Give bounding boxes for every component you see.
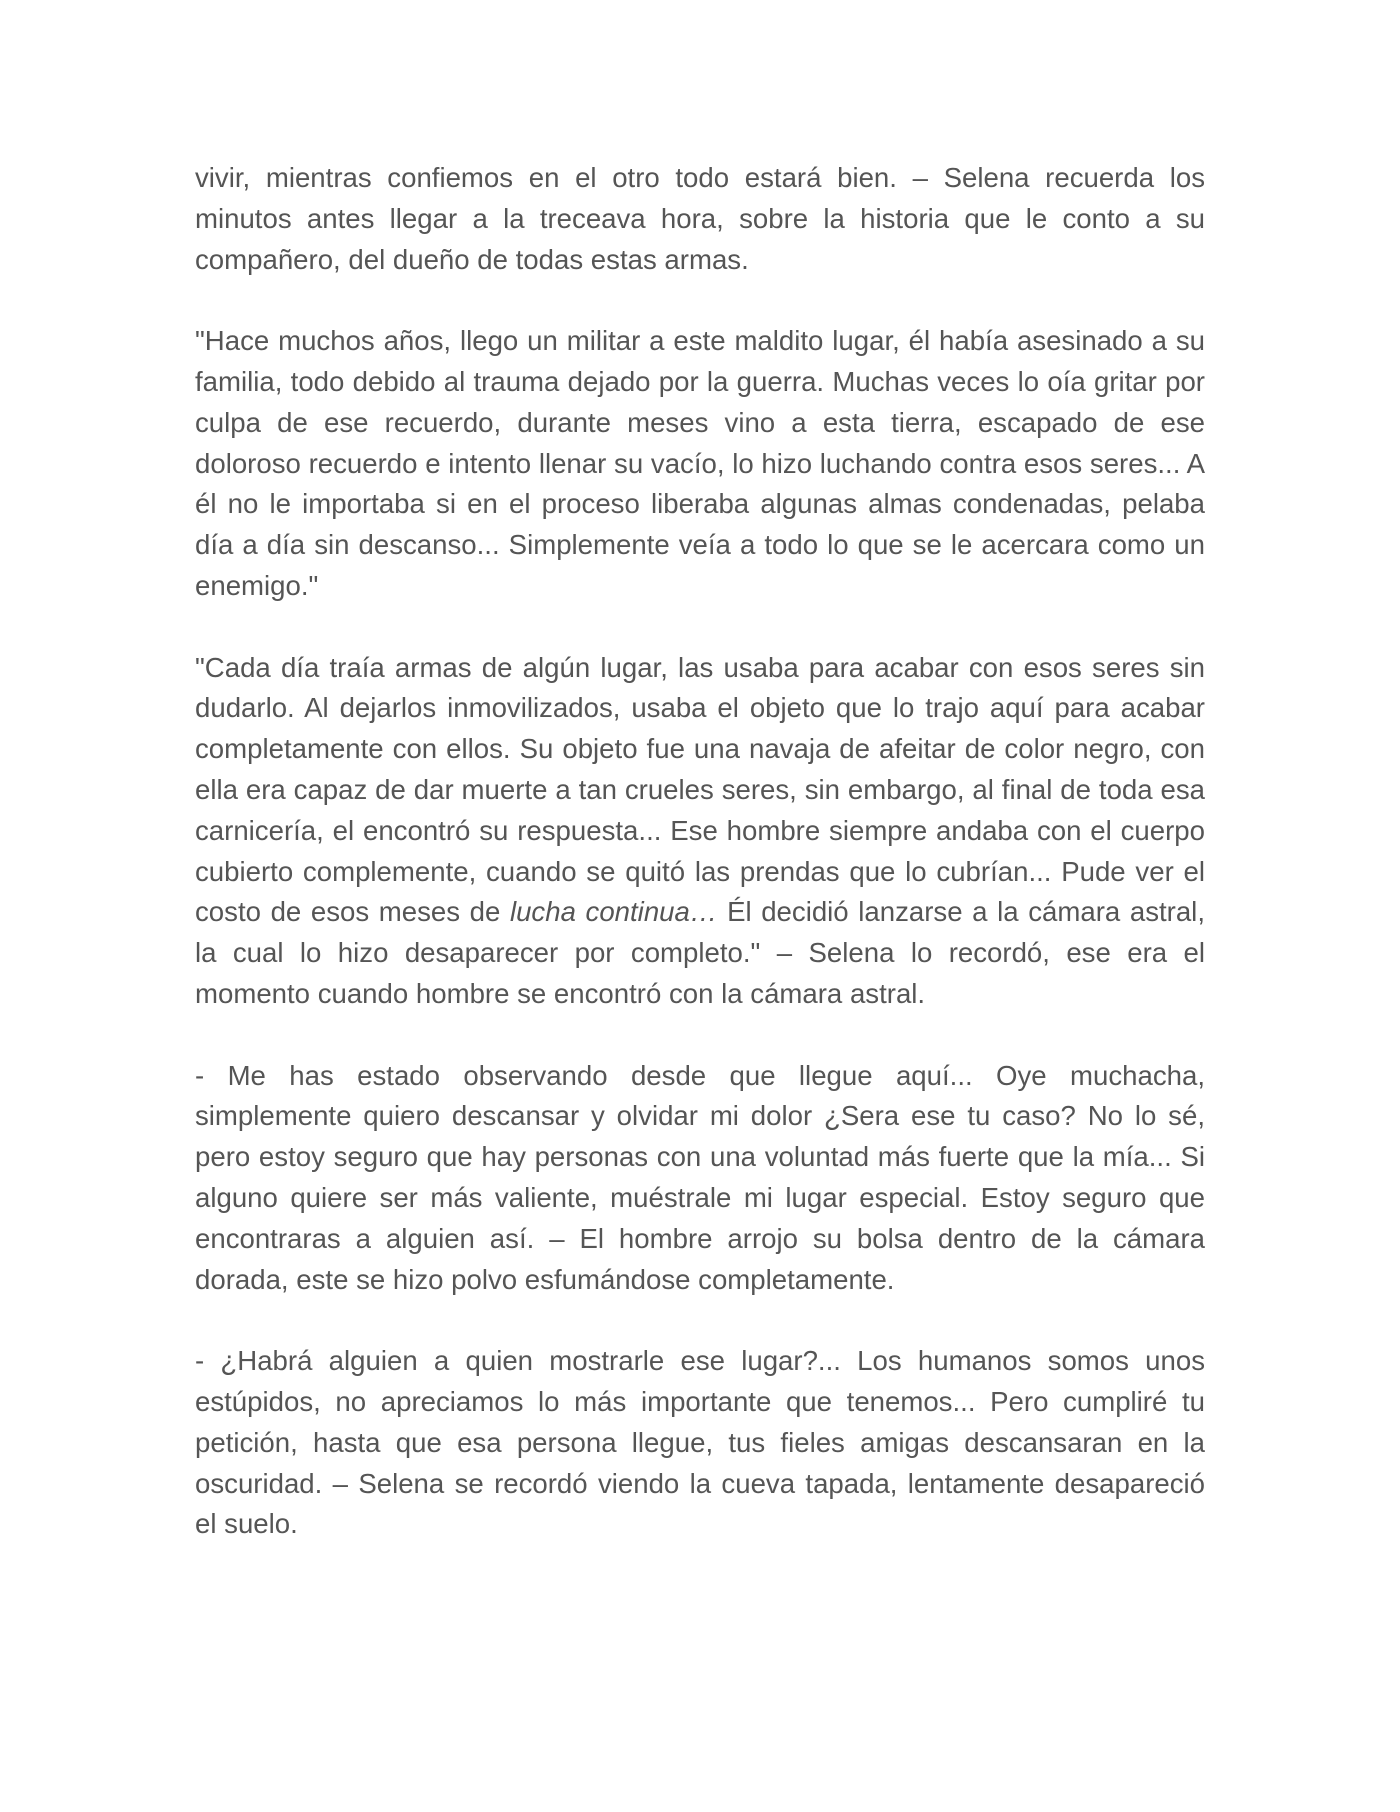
- paragraph-3-text-before: "Cada día traía armas de algún lugar, las usaba para acabar con esos seres sin dudarlo. Al dejarlos inmovilizados, usaba el objeto que lo trajo aquí para acabar completamente con ellos. Su objeto fue una navaja de afeitar de color negro, con ella era capaz de dar muerte a tan crueles seres, sin embargo, al final de toda esa carnicería, el encontró su respuesta... Ese hombre siempre andaba con el cuerpo cubierto complemente, cuando se quitó las prendas que lo cubrían... Pude ver el costo de esos meses de: [195, 651, 1205, 928]
- paragraph-2: "Hace muchos años, llego un militar a este maldito lugar, él había asesinado a su familia, todo debido al trauma dejado por la guerra. Muchas veces lo oía gritar por culpa de ese recuerdo, durante meses vino a esta tierra, escapado de ese doloroso recuerdo e intento llenar su vacío, lo hizo luchando contra esos seres... A él no le importaba si en el proceso liberaba algunas almas condenadas, pelaba día a día sin descanso... Simplemente veía a todo lo que se le acercara como un enemigo.": [195, 325, 1205, 601]
- paragraph-3-text-after: Él decidió lanzarse a la cámara astral, la cual lo hizo desaparecer por completo." – Selena lo recordó, ese era el momento cuando hombre se encontró con la cámara astral.: [195, 896, 1205, 1009]
- document-page: [195, 158, 1205, 1545]
- paragraph-3: [195, 648, 1205, 1015]
- paragraph-5: - ¿Habrá alguien a quien mostrarle ese lugar?... Los humanos somos unos estúpidos, no apreciamos lo más importante que tenemos... Pero cumpliré tu petición, hasta que esa persona llegue, tus fieles amigas descansaran en la oscuridad. – Selena se recordó viendo la cueva tapada, lentamente desapareció el suelo.: [195, 1345, 1205, 1540]
- paragraph-3-italic-text: lucha continua…: [509, 896, 718, 928]
- paragraph-1: vivir, mientras confiemos en el otro todo estará bien. – Selena recuerda los minutos antes llegar a la treceava hora, sobre la historia que le conto a su compañero, del dueño de todas estas armas.: [195, 162, 1205, 275]
- paragraph-4: - Me has estado observando desde que llegue aquí... Oye muchacha, simplemente quiero descansar y olvidar mi dolor ¿Sera ese tu caso? No lo sé, pero estoy seguro que hay personas con una voluntad más fuerte que la mía... Si alguno quiere ser más valiente, muéstrale mi lugar especial. Estoy seguro que encontraras a alguien así. – El hombre arrojo su bolsa dentro de la cámara dorada, este se hizo polvo esfumándose completamente.: [195, 1059, 1205, 1295]
